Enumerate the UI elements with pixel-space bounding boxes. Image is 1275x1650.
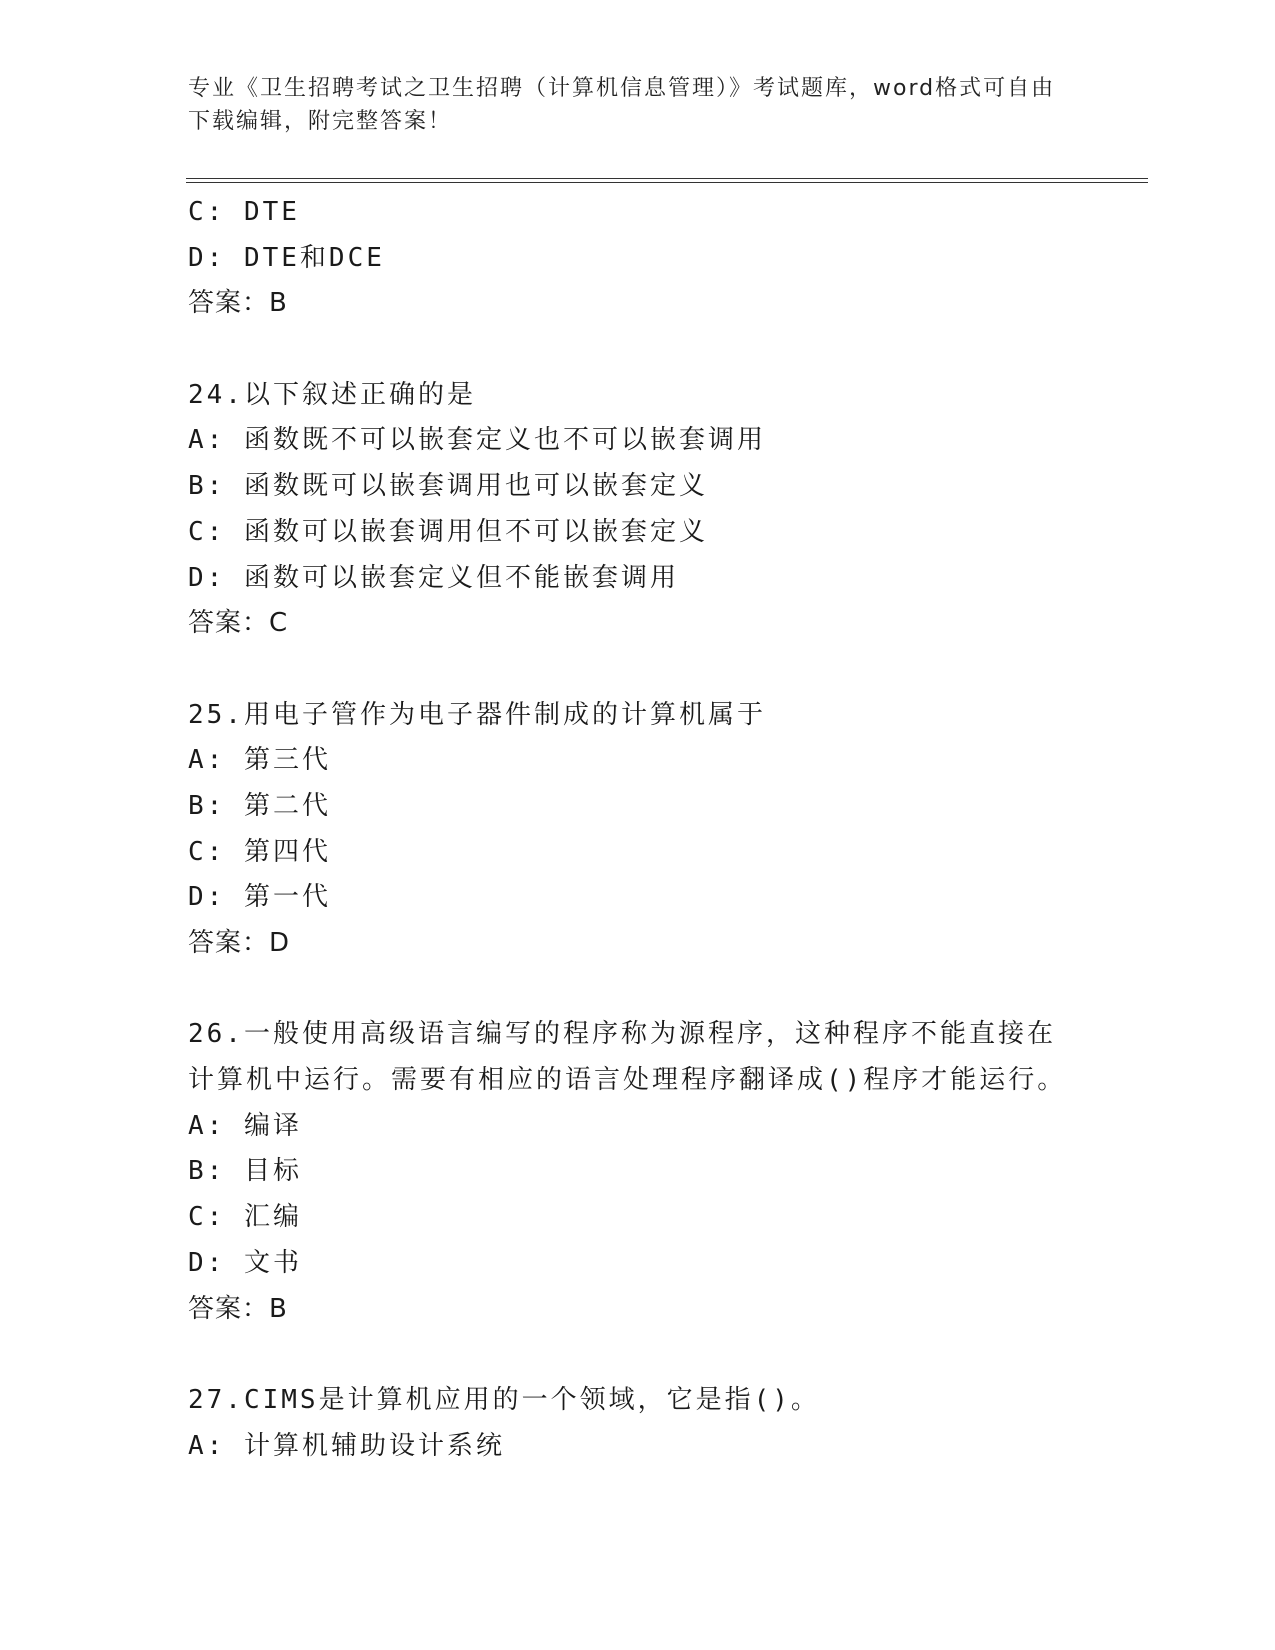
option-d: D: 函数可以嵌套定义但不能嵌套调用 [188, 562, 679, 593]
option-c: C: 第四代 [188, 836, 331, 867]
question-stem: 25.用电子管作为电子器件制成的计算机属于 [188, 699, 766, 730]
question-stem: 26.一般使用高级语言编写的程序称为源程序，这种程序不能直接在计算机中运行。需要有相应的语言处理程序翻译成()程序才能运行。 [188, 1019, 1067, 1096]
answer: 答案：B [188, 1293, 288, 1324]
option-a: A: 计算机辅助设计系统 [188, 1430, 505, 1461]
answer: 答案：D [188, 928, 291, 958]
option-d: D: DTE和DCE [188, 242, 385, 273]
option-c: C: 函数可以嵌套调用但不可以嵌套定义 [188, 516, 708, 547]
option-b: B: 目标 [188, 1156, 302, 1187]
option-c: C: 汇编 [188, 1202, 302, 1233]
option-a: A: 编译 [188, 1110, 302, 1141]
answer: 答案：B [188, 288, 288, 319]
option-d: D: 第一代 [188, 882, 331, 913]
question-stem: 27.CIMS是计算机应用的一个领域，它是指()。 [188, 1384, 820, 1415]
option-b: B: 函数既可以嵌套调用也可以嵌套定义 [188, 471, 708, 502]
option-c: C: DTE [188, 197, 300, 227]
option-d: D: 文书 [188, 1247, 302, 1278]
option-a: A: 第三代 [188, 745, 331, 776]
answer: 答案：C [188, 608, 289, 639]
document-header: 专业《卫生招聘考试之卫生招聘（计算机信息管理）》考试题库，word格式可自由下载编辑，附完整答案！ [188, 76, 1056, 134]
header-divider [186, 178, 1148, 183]
option-b: B: 第二代 [188, 790, 331, 821]
option-a: A: 函数既不可以嵌套定义也不可以嵌套调用 [188, 425, 766, 456]
question-list [188, 190, 1088, 1469]
question-stem: 24.以下叙述正确的是 [188, 379, 476, 410]
